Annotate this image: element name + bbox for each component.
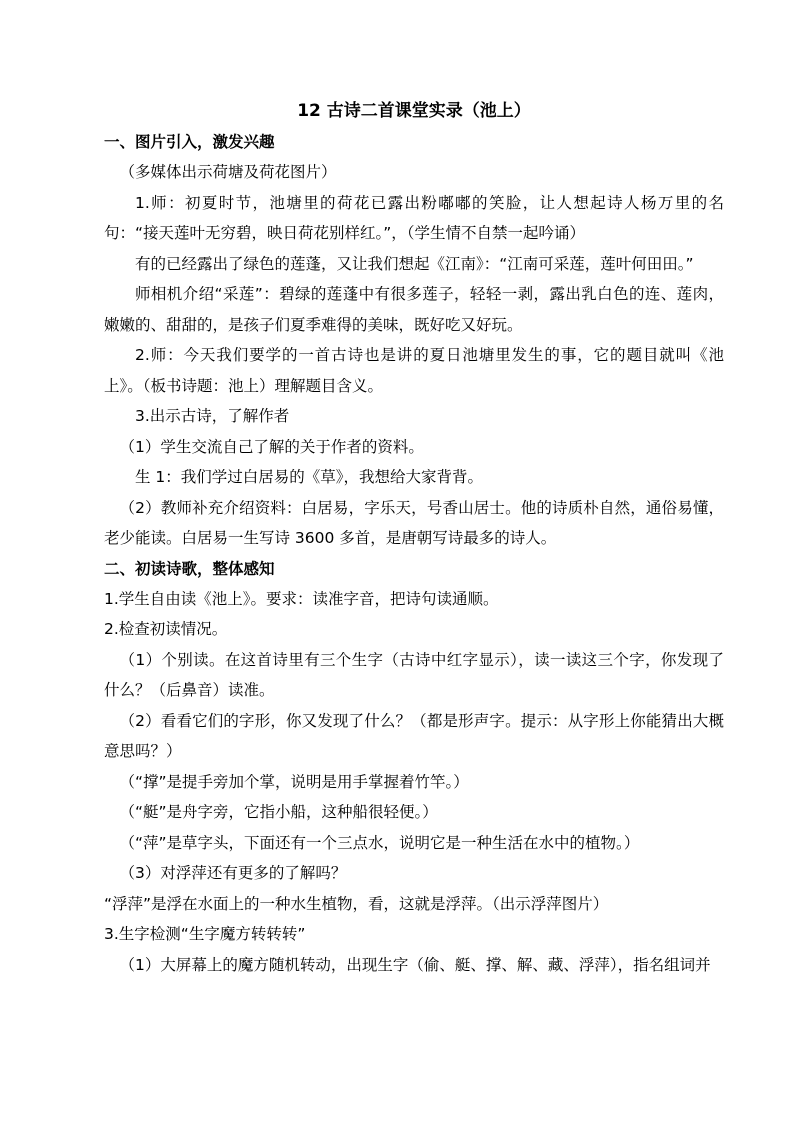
paragraph: （1）学生交流自己了解的关于作者的资料。 bbox=[119, 437, 424, 456]
section-heading-1: 一、图片引入，激发兴趣 bbox=[104, 133, 275, 151]
paragraph: （多媒体出示荷塘及荷花图片） bbox=[119, 163, 337, 181]
paragraph: 有的已经露出了绿色的莲蓬，又让我们想起《江南》：“江南可采莲，莲叶何田田。” bbox=[135, 254, 694, 273]
document-title: 12 古诗二首课堂实录（池上） bbox=[297, 101, 531, 121]
paragraph: “浮萍”是浮在水面上的一种水生植物，看，这就是浮萍。（出示浮萍图片） bbox=[104, 894, 609, 913]
paragraph: （1）大屏幕上的魔方随机转动，出现生字（偷、艇、撑、解、藏、浮萍），指名组词并 bbox=[119, 955, 711, 974]
paragraph: 1.师：初夏时节，池塘里的荷花已露出粉嘟嘟的笑脸，让人想起诗人杨万里的名句：“接天莲叶无穷碧，映日荷花别样红。”，（学生情不自禁一起吟诵） bbox=[104, 193, 724, 242]
section-heading-2: 二、初读诗歌，整体感知 bbox=[104, 559, 275, 578]
paragraph: 师相机介绍“采莲”：碧绿的莲蓬中有很多莲子，轻轻一剥，露出乳白色的连、莲肉，嫩嫩的、甜甜的，是孩子们夏季难得的美味，既好吃又好玩。 bbox=[104, 285, 724, 334]
paragraph: （“萍”是草字头，下面还有一个三点水，说明它是一种生活在水中的植物。） bbox=[119, 833, 640, 852]
paragraph: 2.检查初读情况。 bbox=[104, 620, 228, 638]
paragraph: （1）个别读。在这首诗里有三个生字（古诗中红字显示），读一读这三个字，你发现了什么？（后鼻音）读准。 bbox=[104, 650, 724, 699]
paragraph: 3.生字检测“生字魔方转转转” bbox=[104, 925, 306, 943]
paragraph: （2）教师补充介绍资料：白居易，字乐天，号香山居士。他的诗质朴自然，通俗易懂，老少能读。白居易一生写诗 3600 多首，是唐朝写诗最多的诗人。 bbox=[104, 498, 724, 547]
paragraph: 生 1：我们学过白居易的《草》，我想给大家背背。 bbox=[135, 468, 484, 486]
paragraph: （“撑”是提手旁加个掌，说明是用手掌握着竹竿。） bbox=[119, 772, 469, 791]
paragraph: 1.学生自由读《池上》。要求：读准字音，把诗句读通顺。 bbox=[104, 589, 499, 608]
paragraph: （3）对浮萍还有更多的了解吗？ bbox=[119, 864, 347, 882]
paragraph: 2.师：今天我们要学的一首古诗也是讲的夏日池塘里发生的事，它的题目就叫《池上》。（板书诗题：池上）理解题目含义。 bbox=[104, 346, 724, 395]
paragraph: （2）看看它们的字形，你又发现了什么？（都是形声字。提示：从字形上你能猜出大概意思吗？） bbox=[104, 711, 724, 760]
paragraph: （“艇”是舟字旁，它指小船，这种船很轻便。） bbox=[119, 803, 438, 821]
document-body bbox=[104, 98, 724, 980]
paragraph: 3.出示古诗，了解作者 bbox=[135, 407, 290, 425]
